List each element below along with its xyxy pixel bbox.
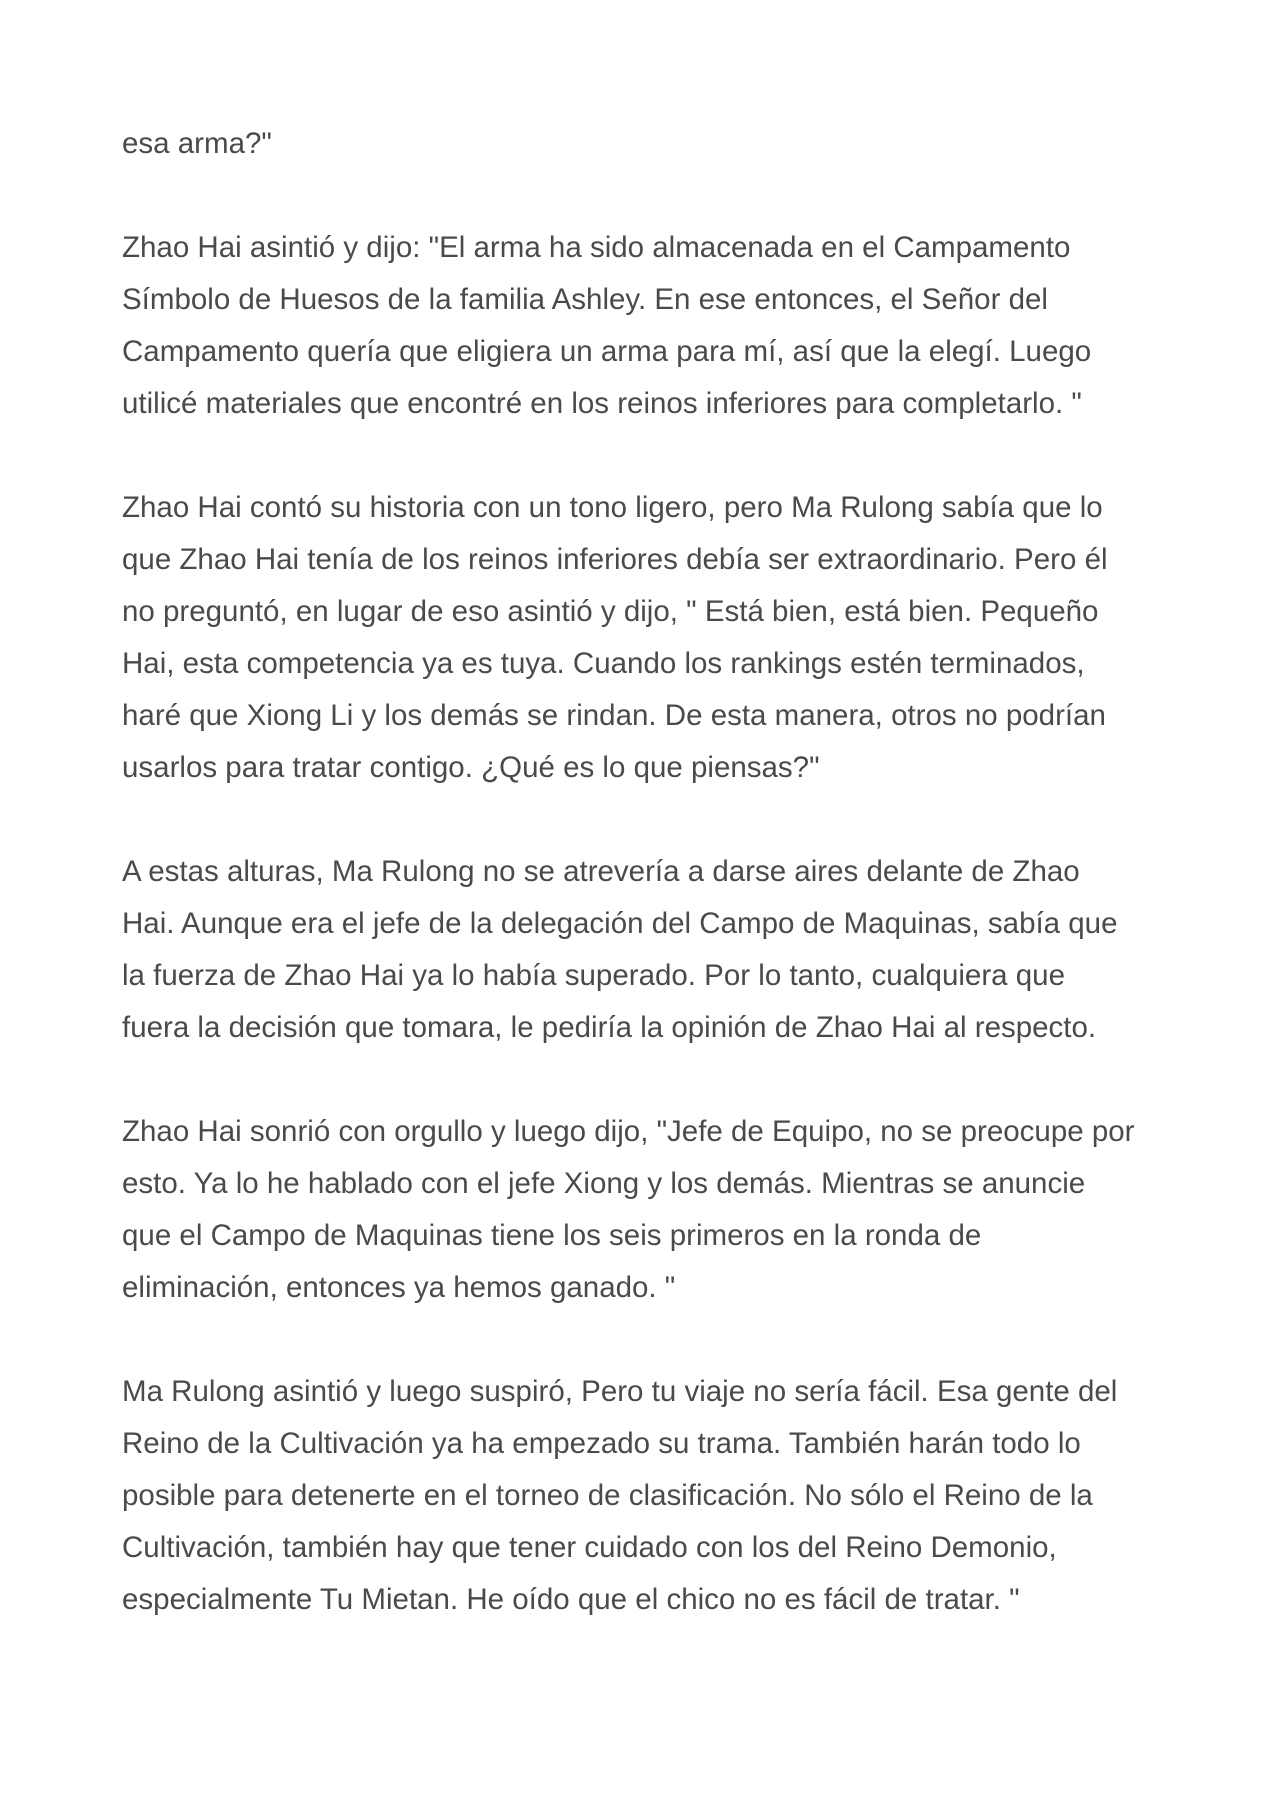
text-line: Hai, esta competencia ya es tuya. Cuando los rankings estén terminados,	[122, 647, 1085, 680]
text-line: Hai. Aunque era el jefe de la delegación del Campo de Maquinas, sabía que	[122, 907, 1118, 940]
paragraph-6	[122, 1366, 1172, 1626]
text-line: Campamento quería que eligiera un arma para mí, así que la elegí. Luego	[122, 335, 1092, 368]
text-line: Ma Rulong asintió y luego suspiró, Pero tu viaje no sería fácil. Esa gente del	[122, 1375, 1118, 1408]
text-line: la fuerza de Zhao Hai ya lo había superado. Por lo tanto, cualquiera que	[122, 959, 1065, 992]
text-line: posible para detenerte en el torneo de clasificación. No sólo el Reino de la	[122, 1479, 1093, 1512]
text-line: que el Campo de Maquinas tiene los seis primeros en la ronda de	[122, 1219, 982, 1252]
text-line: que Zhao Hai tenía de los reinos inferiores debía ser extraordinario. Pero él	[122, 543, 1108, 576]
text-line: esa arma?"	[122, 127, 272, 160]
document-body	[122, 118, 1172, 1678]
text-line: esto. Ya lo he hablado con el jefe Xiong y los demás. Mientras se anuncie	[122, 1167, 1086, 1200]
text-line: haré que Xiong Li y los demás se rindan. De esta manera, otros no podrían	[122, 699, 1106, 732]
text-line: eliminación, entonces ya hemos ganado. "	[122, 1271, 676, 1304]
text-line: Zhao Hai asintió y dijo: "El arma ha sido almacenada en el Campamento	[122, 231, 1071, 264]
text-line: A estas alturas, Ma Rulong no se atrevería a darse aires delante de Zhao	[122, 855, 1080, 888]
paragraph-3	[122, 482, 1172, 794]
paragraph-2	[122, 222, 1172, 430]
text-line: Zhao Hai contó su historia con un tono ligero, pero Ma Rulong sabía que lo	[122, 491, 1103, 524]
text-line: fuera la decisión que tomara, le pediría la opinión de Zhao Hai al respecto.	[122, 1011, 1097, 1044]
text-line: Zhao Hai sonrió con orgullo y luego dijo, "Jefe de Equipo, no se preocupe por	[122, 1115, 1135, 1148]
text-line: Reino de la Cultivación ya ha empezado su trama. También harán todo lo	[122, 1427, 1081, 1460]
paragraph-5	[122, 1106, 1172, 1314]
paragraph-4	[122, 846, 1172, 1054]
text-line: utilicé materiales que encontré en los reinos inferiores para completarlo. "	[122, 387, 1082, 420]
paragraph-1	[122, 118, 1172, 170]
text-line: usarlos para tratar contigo. ¿Qué es lo que piensas?"	[122, 751, 820, 784]
text-line: Cultivación, también hay que tener cuidado con los del Reino Demonio,	[122, 1531, 1057, 1564]
text-line: especialmente Tu Mietan. He oído que el chico no es fácil de tratar. "	[122, 1583, 1020, 1616]
text-line: no preguntó, en lugar de eso asintió y dijo, " Está bien, está bien. Pequeño	[122, 595, 1099, 628]
text-line: Símbolo de Huesos de la familia Ashley. En ese entonces, el Señor del	[122, 283, 1048, 316]
